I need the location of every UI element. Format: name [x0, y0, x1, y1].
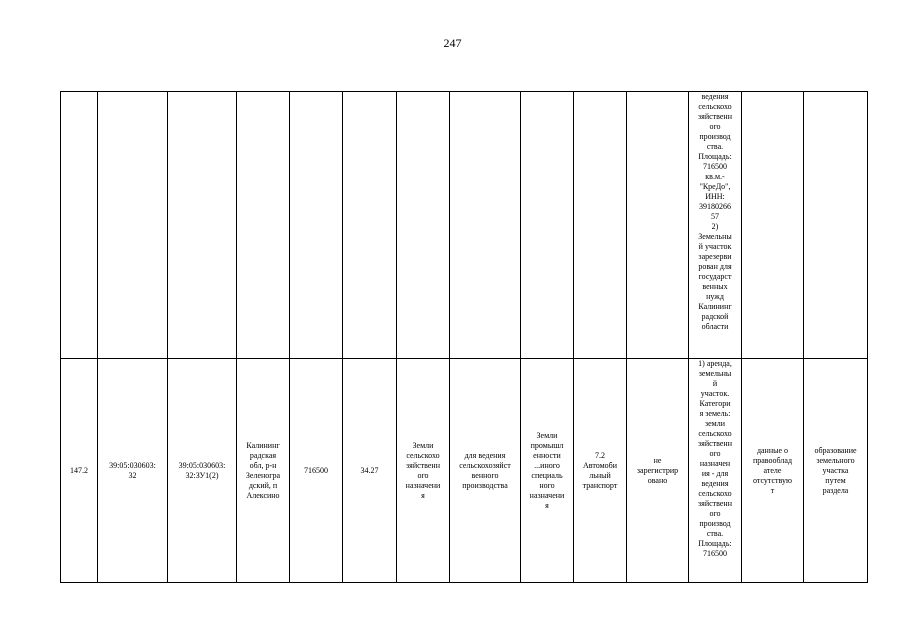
owner-cell	[742, 92, 804, 359]
row-number-cell: 147.2	[61, 359, 98, 583]
encumbrances-cell: ведения сельскохо зяйственн ого производ ства. Площадь: 716500 кв.м.- "КреДо", ИНН: 39180266 57 2) Земельны й участок зарезерви рован для государст венных нужд Калининг радской области	[689, 92, 742, 359]
area-cell: 716500	[290, 359, 343, 583]
new-use-cell	[574, 92, 627, 359]
cadastral-number-cell: 39:05:030603: 32	[98, 359, 168, 583]
permitted-use-cell	[450, 92, 521, 359]
new-category-cell	[521, 92, 574, 359]
new-use-cell: 7.2 Автомоби льный транспорт	[574, 359, 627, 583]
page-number: 247	[443, 36, 462, 50]
method-cell	[804, 92, 868, 359]
new-category-cell: Земли промышл енности ...иного специаль ного назначени я	[521, 359, 574, 583]
row-number-cell	[61, 92, 98, 359]
permitted-use-cell: для ведения сельскохозяйст венного производства	[450, 359, 521, 583]
land-category-cell: Земли сельскохо зяйственн ого назначени я	[397, 359, 450, 583]
cadastral-number-cell	[98, 92, 168, 359]
rights-cell: не зарегистрир овано	[627, 359, 689, 583]
address-cell: Калининг радская обл, р-н Зеленогра дский, п Алексино	[237, 359, 290, 583]
land-plots-table	[60, 91, 868, 583]
rights-cell	[627, 92, 689, 359]
area-cell	[290, 92, 343, 359]
method-cell: образование земельного участка путем раздела	[804, 359, 868, 583]
address-cell	[237, 92, 290, 359]
owner-cell: данные о правооблад ателе отсутствую т	[742, 359, 804, 583]
value-cell: 34.27	[343, 359, 397, 583]
plot-designation-cell: 39:05:030603: 32:ЗУ1(2)	[168, 359, 237, 583]
table-row	[61, 359, 868, 583]
table-row	[61, 92, 868, 359]
land-category-cell	[397, 92, 450, 359]
value-cell	[343, 92, 397, 359]
encumbrances-cell: 1) аренда, земельны й участок. Категори я земель: земли сельскохо зяйственн ого назначен ия - для ведения сельскохо зяйственн ого производ ства. Площадь: 716500	[689, 359, 742, 583]
plot-designation-cell	[168, 92, 237, 359]
